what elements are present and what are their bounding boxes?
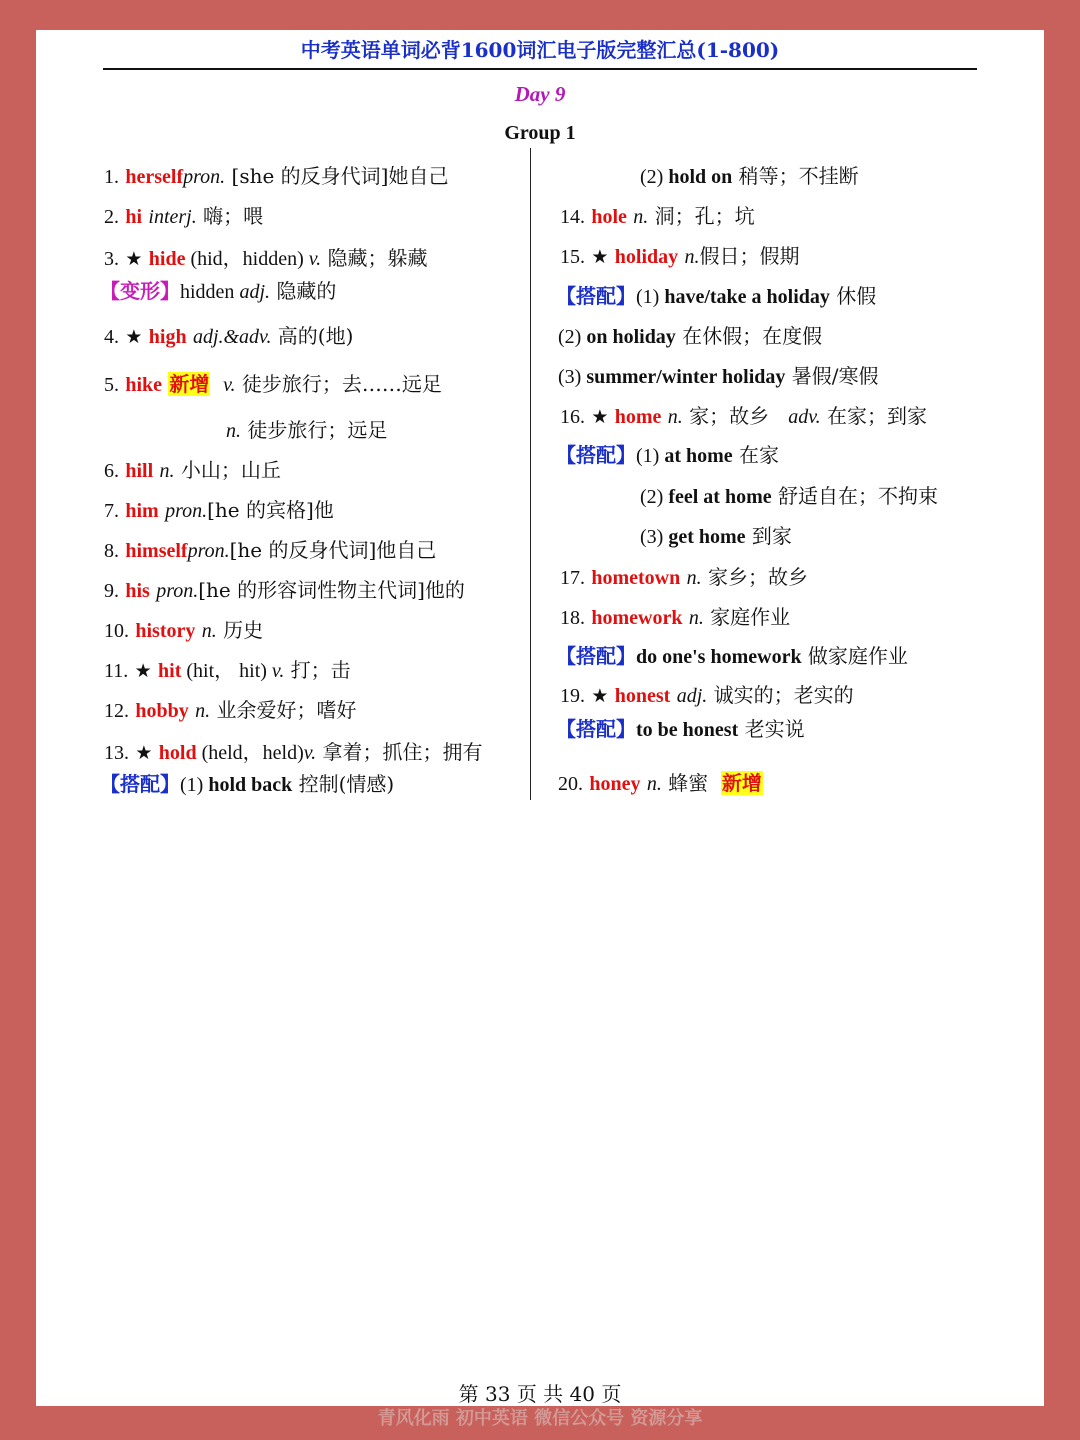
headword: hill — [125, 460, 154, 482]
entry-9: 9. his pron.[he 的形容词性物主代词]他的 — [104, 578, 465, 602]
entry-16-collocation-1: 【搭配】(1) at home 在家 — [556, 443, 780, 467]
headword: high — [148, 326, 187, 348]
entry-16-collocation-3: (3) get home 到家 — [640, 524, 792, 548]
entry-15-collocation-1: 【搭配】(1) have/take a holiday 休假 — [556, 284, 877, 308]
entry-11: 11. ★ hit (hit， hit) v. 打；击 — [104, 658, 351, 682]
entry-15: 15. ★ holiday n.假日；假期 — [560, 244, 800, 268]
page-number: 第 33 页 共 40 页 — [458, 1382, 622, 1406]
star-icon: ★ — [134, 660, 152, 682]
entry-18-collocation: 【搭配】do one's homework 做家庭作业 — [556, 644, 908, 668]
entry-16-collocation-2: (2) feel at home 舒适自在；不拘束 — [640, 484, 938, 508]
headword: hole — [591, 206, 627, 228]
headword: hobby — [135, 700, 189, 722]
entry-19: 19. ★ honest adj. 诚实的；老实的 — [560, 683, 854, 707]
star-icon: ★ — [591, 685, 609, 707]
new-badge: 新增 — [721, 771, 762, 795]
entry-1: 1. herselfpron. [she 的反身代词]她自己 — [104, 164, 449, 188]
entry-7: 7. him pron.[he 的宾格]他 — [104, 498, 334, 522]
entry-16: 16. ★ home n. 家；故乡 adv. 在家；到家 — [560, 404, 927, 428]
collocation-tag: 【搭配】 — [556, 443, 636, 467]
entry-13-collocation-1: 【搭配】(1) hold back 控制(情感) — [100, 772, 395, 796]
watermark: 青风化雨 初中英语 微信公众号 资源分享 — [377, 1408, 703, 1429]
headword: herself — [125, 166, 184, 188]
variant-tag: 【变形】 — [100, 279, 180, 303]
entry-13: 13. ★ hold (held，held)v. 拿着；抓住；拥有 — [104, 740, 483, 764]
entry-10: 10. history n. 历史 — [104, 618, 264, 642]
header-rule — [103, 68, 977, 70]
column-divider — [530, 148, 531, 800]
headword: honey — [589, 773, 641, 795]
headword: his — [125, 580, 150, 602]
entry-6: 6. hill n. 小山；山丘 — [104, 458, 281, 482]
entry-5-noun: n. 徒步旅行；远足 — [226, 418, 388, 442]
entry-15-collocation-3: (3) summer/winter holiday 暑假/寒假 — [558, 364, 879, 388]
entry-2: 2. hi interj. 嗨；喂 — [104, 204, 264, 228]
document-page — [36, 30, 1044, 1429]
collocation-tag: 【搭配】 — [556, 284, 636, 308]
entry-19-collocation: 【搭配】to be honest 老实说 — [556, 717, 805, 741]
star-icon: ★ — [591, 246, 609, 268]
headword: holiday — [614, 246, 679, 268]
entry-5: 5. hike 新增 v. 徒步旅行；去……远足 — [104, 372, 442, 396]
headword: hide — [148, 248, 186, 270]
headword: hometown — [591, 567, 681, 589]
entry-12: 12. hobby n. 业余爱好；嗜好 — [104, 698, 357, 722]
collocation-tag: 【搭配】 — [556, 644, 636, 668]
new-badge: 新增 — [169, 372, 210, 396]
headword: hi — [125, 206, 143, 228]
entry-13-collocation-2: (2) hold on 稍等；不挂断 — [640, 164, 859, 188]
star-icon: ★ — [125, 248, 143, 270]
headword: hit — [158, 660, 182, 682]
headword: hike — [125, 374, 163, 396]
day-heading: Day 9 — [514, 82, 566, 106]
headword: honest — [614, 685, 671, 707]
collocation-tag: 【搭配】 — [556, 717, 636, 741]
headword: him — [125, 500, 159, 522]
headword: home — [614, 406, 662, 428]
entry-17: 17. hometown n. 家乡；故乡 — [560, 565, 808, 589]
group-heading: Group 1 — [504, 122, 576, 144]
entry-3-variant: 【变形】hidden adj. 隐藏的 — [100, 279, 337, 303]
entry-8: 8. himselfpron.[he 的反身代词]他自己 — [104, 538, 437, 562]
entry-15-collocation-2: (2) on holiday 在休假；在度假 — [558, 324, 823, 348]
entry-3: 3. ★ hide (hid，hidden) v. 隐藏；躲藏 — [104, 246, 428, 270]
headword: hold — [158, 742, 197, 764]
collocation-tag: 【搭配】 — [100, 772, 180, 796]
star-icon: ★ — [591, 406, 609, 428]
entry-20: 20. honey n. 蜂蜜 新增 — [558, 771, 762, 795]
headword: homework — [591, 607, 683, 629]
headword: himself — [125, 540, 188, 562]
document-title: 中考英语单词必背1600词汇电子版完整汇总(1-800) — [300, 38, 780, 62]
star-icon: ★ — [125, 326, 143, 348]
headword: history — [135, 620, 196, 642]
entry-18: 18. homework n. 家庭作业 — [560, 605, 791, 629]
star-icon: ★ — [135, 742, 153, 764]
entry-14: 14. hole n. 洞；孔；坑 — [560, 204, 755, 228]
entry-4: 4. ★ high adj.&adv. 高的(地) — [104, 324, 354, 348]
